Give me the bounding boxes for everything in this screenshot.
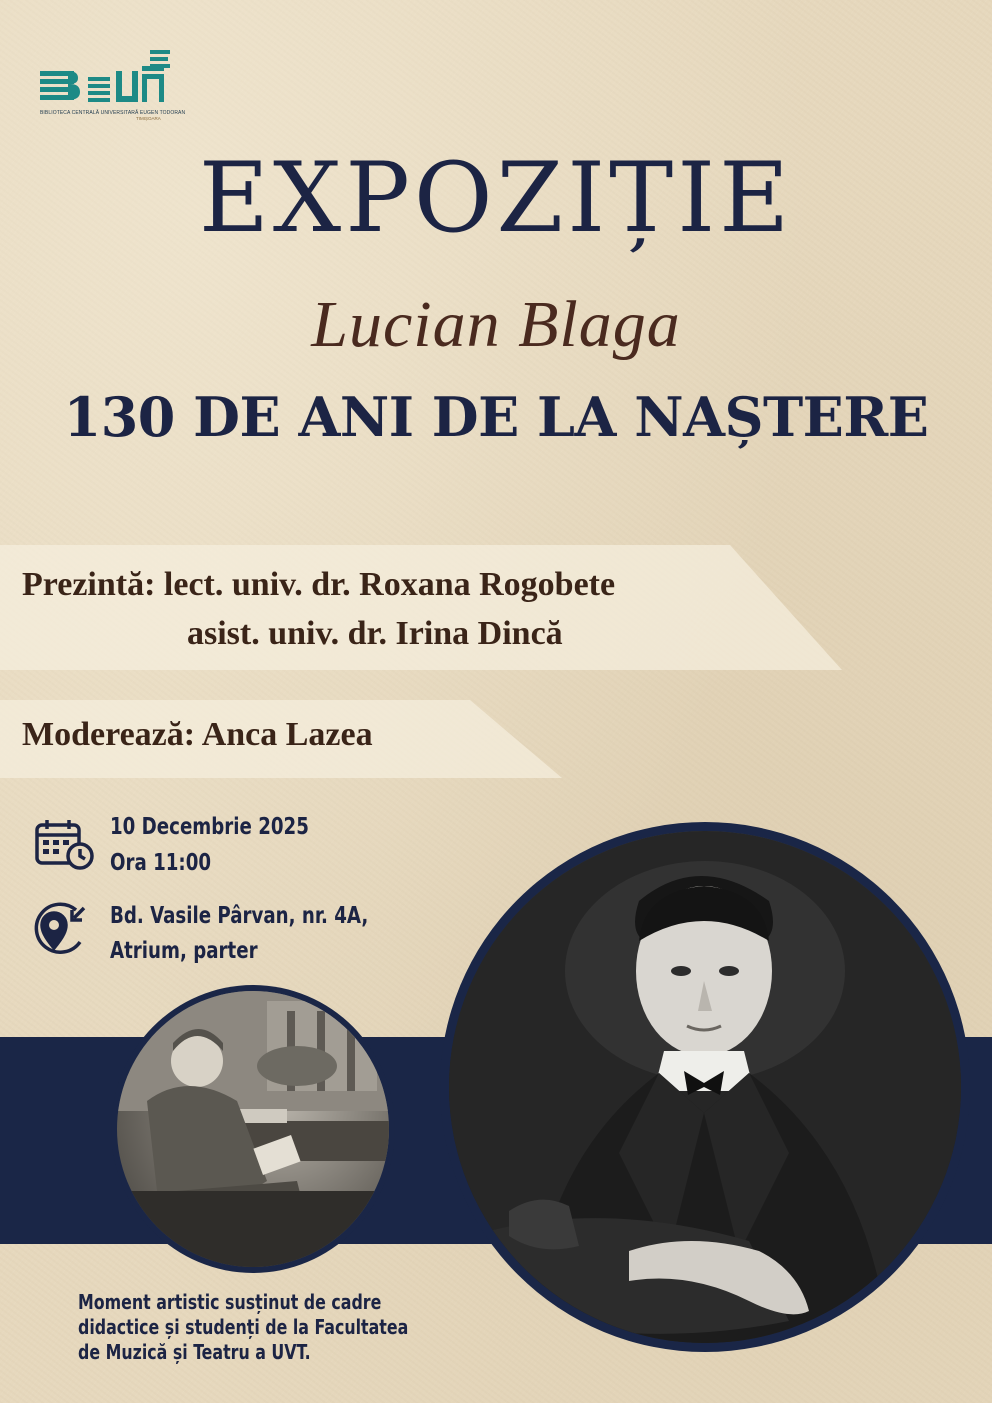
- poster-subtitle: 130 DE ANI DE LA NAȘTERE: [63, 385, 929, 449]
- location-pin-icon: [32, 900, 90, 958]
- photo-portrait-lucian-blaga: [440, 822, 970, 1352]
- artistic-moment-note: [78, 1290, 409, 1365]
- event-date: 10 Decembrie 2025: [110, 814, 309, 840]
- presenter-line-2: asist. univ. dr. Irina Dincă: [187, 615, 563, 652]
- library-city: TIMIȘOARA: [136, 116, 161, 121]
- note-line-3: de Muzică și Teatru a UVT.: [78, 1340, 311, 1364]
- event-time: Ora 11:00: [110, 850, 212, 876]
- library-name: BIBLIOTECA CENTRALĂ UNIVERSITARĂ EUGEN TODORAN: [40, 110, 186, 116]
- event-address-line-2: Atrium, parter: [110, 938, 258, 964]
- note-line-2: didactice și studenți de la Facultatea: [78, 1315, 409, 1339]
- event-address-line-1: Bd. Vasile Pârvan, nr. 4A,: [110, 903, 369, 929]
- presenter-line-1: Prezintă: lect. univ. dr. Roxana Rogobete: [22, 566, 616, 603]
- moderator-line: Moderează: Anca Lazea: [22, 716, 373, 753]
- poster-title: EXPOZIȚIE: [198, 142, 794, 254]
- photo-reading-portrait: [111, 985, 395, 1273]
- calendar-clock-icon: [34, 818, 96, 872]
- poster-name: Lucian Blaga: [311, 288, 681, 361]
- note-line-1: Moment artistic susținut de cadre: [78, 1290, 382, 1314]
- portrait-illustration: [449, 831, 961, 1343]
- reading-man-illustration: [117, 991, 389, 1267]
